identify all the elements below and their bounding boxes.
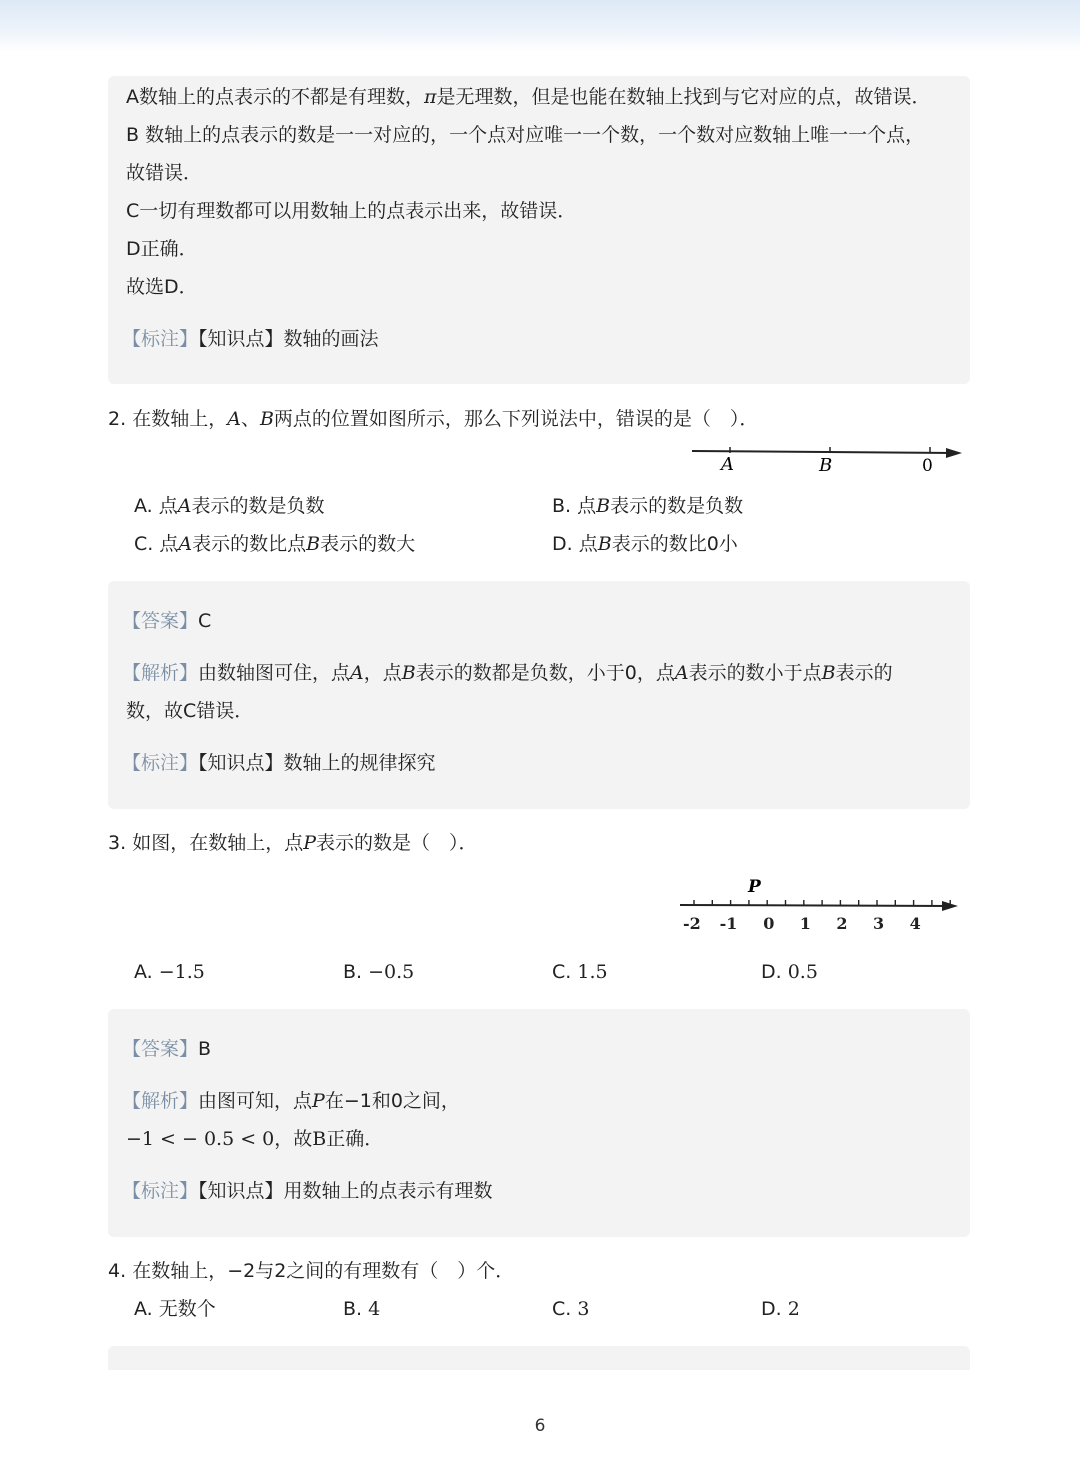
q3-axis-tick-label: -2 bbox=[683, 914, 701, 933]
note-tag: 【标注】 bbox=[122, 752, 199, 774]
q4-option-d[interactable]: D. 2 bbox=[761, 1298, 800, 1320]
q1-conclusion: 故选D． bbox=[126, 276, 198, 298]
q3-analysis-line-1: 【解析】由图可知，点P在−1和0之间， bbox=[122, 1090, 460, 1112]
q3-option-d[interactable]: D. 0.5 bbox=[761, 961, 818, 983]
q2-axis-label-b: B bbox=[819, 455, 833, 476]
q3-note: 【标注】【知识点】用数轴上的点表示有理数 bbox=[122, 1180, 493, 1202]
q3-option-a[interactable]: A. −1.5 bbox=[134, 961, 205, 983]
q2-number-line bbox=[688, 440, 968, 480]
q4-option-a[interactable]: A. 无数个 bbox=[134, 1298, 216, 1320]
q2-option-b[interactable]: B. 点B表示的数是负数 bbox=[552, 495, 744, 517]
q3-option-b[interactable]: B. −0.5 bbox=[343, 961, 415, 983]
q3-axis-tick-label: 1 bbox=[799, 914, 811, 933]
answer-tag: 【答案】 bbox=[122, 1038, 199, 1060]
q3-option-c[interactable]: C. 1.5 bbox=[552, 961, 608, 983]
q4-answer-box bbox=[108, 1346, 970, 1370]
q2-axis-label-a: A bbox=[721, 454, 734, 475]
q1-line-c: C一切有理数都可以用数轴上的点表示出来，故错误． bbox=[126, 200, 577, 222]
q1-note: 【标注】【知识点】数轴的画法 bbox=[122, 328, 379, 350]
q3-axis-tick-label: 4 bbox=[909, 914, 921, 933]
q4-option-c[interactable]: C. 3 bbox=[552, 1298, 590, 1320]
q2-option-a[interactable]: A. 点A表示的数是负数 bbox=[134, 495, 325, 517]
q3-axis-tick-label: 3 bbox=[873, 914, 885, 933]
q3-number-line bbox=[676, 872, 966, 936]
note-tag: 【标注】 bbox=[122, 1180, 199, 1202]
page-number: 6 bbox=[534, 1416, 546, 1436]
note-tag: 【标注】 bbox=[122, 328, 199, 350]
q4-option-b[interactable]: B. 4 bbox=[343, 1298, 381, 1320]
q3-axis-tick-label: -1 bbox=[719, 914, 738, 933]
analysis-tag: 【解析】 bbox=[122, 1090, 199, 1112]
q2-analysis-line-1: 【解析】由数轴图可住，点A，点B表示的数都是负数，小于0，点A表示的数小于点B表示的 bbox=[122, 662, 893, 684]
q2-analysis-line-2: 数，故C错误． bbox=[126, 700, 254, 722]
q2-axis-label-0: 0 bbox=[922, 456, 933, 476]
q3-stem: 3. 如图，在数轴上，点P表示的数是（ ）． bbox=[108, 832, 478, 854]
q3-axis-point-label: P bbox=[748, 877, 761, 897]
q3-analysis-line-2: −1 < − 0.5 < 0，故B正确． bbox=[126, 1128, 384, 1150]
q2-answer: 【答案】C bbox=[122, 610, 212, 632]
q2-option-d[interactable]: D. 点B表示的数比0小 bbox=[552, 533, 738, 555]
answer-tag: 【答案】 bbox=[122, 610, 199, 632]
q3-answer: 【答案】B bbox=[122, 1038, 212, 1060]
q2-note: 【标注】【知识点】数轴上的规律探究 bbox=[122, 752, 436, 774]
q1-line-a: A数轴上的点表示的不都是有理数，π是无理数，但是也能在数轴上找到与它对应的点，故错误． bbox=[126, 86, 931, 108]
q3-axis-tick-label: 2 bbox=[836, 914, 848, 933]
q2-option-c[interactable]: C. 点A表示的数比点B表示的数大 bbox=[134, 533, 416, 555]
q2-stem: 2. 在数轴上，A、B两点的位置如图所示，那么下列说法中，错误的是（ ）． bbox=[108, 408, 759, 430]
q1-line-b1: B 数轴上的点表示的数是一一对应的，一个点对应唯一一个数，一个数对应数轴上唯一一个点， bbox=[126, 124, 925, 146]
header-band bbox=[0, 0, 1080, 52]
q1-line-b2: 故错误． bbox=[126, 162, 203, 184]
q4-stem: 4. 在数轴上，−2与2之间的有理数有（ ）个． bbox=[108, 1260, 515, 1282]
analysis-tag: 【解析】 bbox=[122, 662, 199, 684]
q1-line-d: D正确． bbox=[126, 238, 198, 260]
q3-axis-tick-label: 0 bbox=[763, 914, 775, 933]
